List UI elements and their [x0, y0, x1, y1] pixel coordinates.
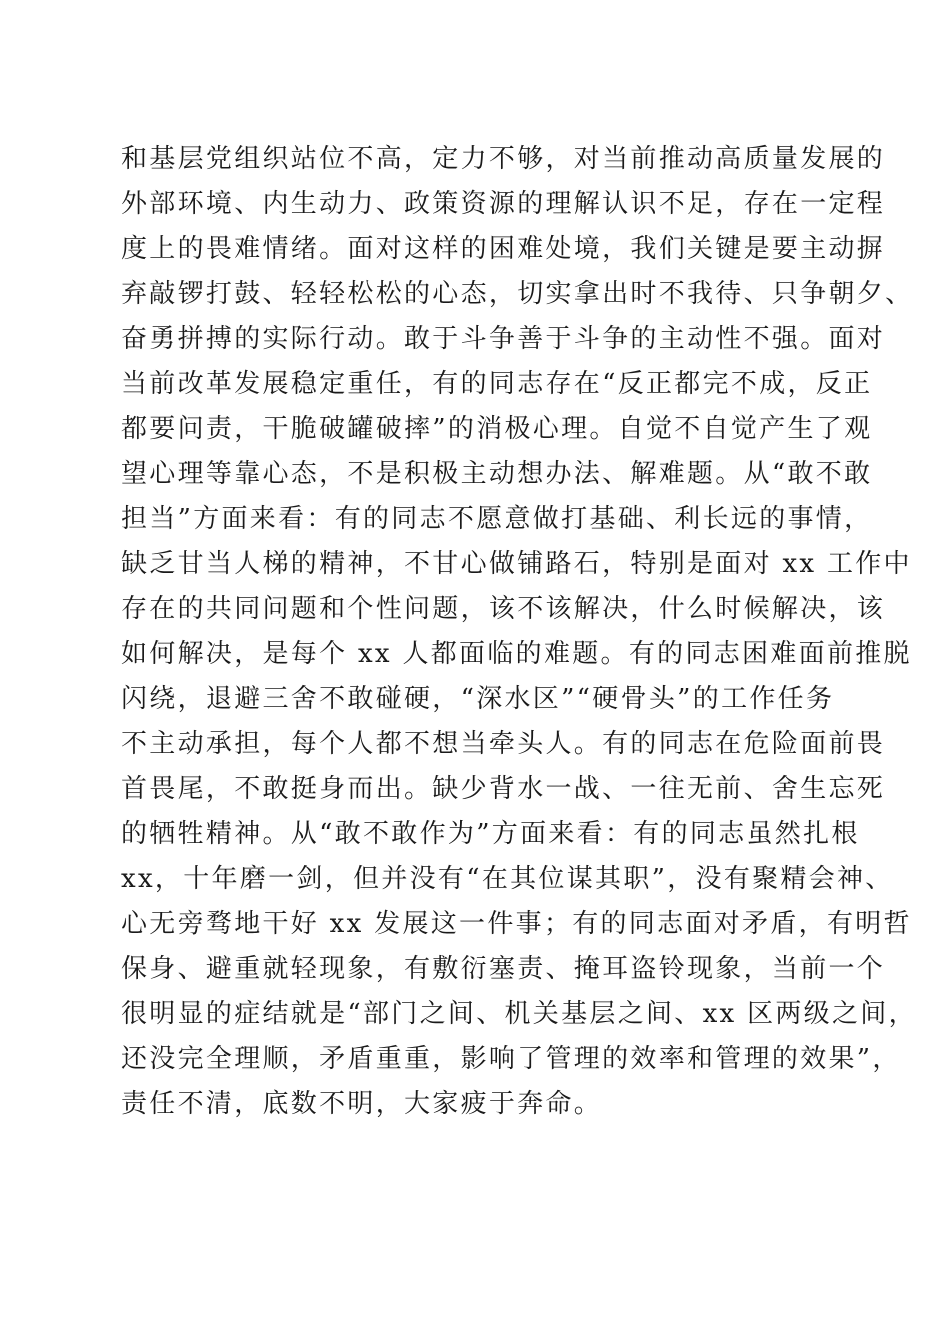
text-line: 还没完全理顺，矛盾重重，影响了管理的效率和管理的效果”， — [121, 1044, 901, 1074]
text-line: 很明显的症结就是“部门之间、机关基层之间、xx 区两级之间， — [121, 999, 917, 1029]
text-line: xx，十年磨一剑，但并没有“在其位谋其职”，没有聚精会神、 — [121, 864, 894, 894]
text-line: 闪绕，退避三舍不敢碰硬，“深水区”“硬骨头”的工作任务 — [121, 684, 835, 714]
text-line: 弃敲锣打鼓、轻轻松松的心态，切实拿出时不我待、只争朝夕、 — [121, 279, 914, 309]
text-line: 当前改革发展稳定重任，有的同志存在“反正都完不成，反正 — [121, 369, 873, 399]
text-line: 不主动承担，每个人都不想当牵头人。有的同志在危险面前畏 — [121, 729, 886, 759]
text-line: 如何解决，是每个 xx 人都面临的难题。有的同志困难面前推脱 — [121, 639, 912, 669]
text-line: 都要问责，干脆破罐破摔”的消极心理。自觉不自觉产生了观 — [121, 414, 873, 444]
text-line: 缺乏甘当人梯的精神，不甘心做铺路石，特别是面对 xx 工作中 — [121, 549, 912, 579]
text-line: 的牺牲精神。从“敢不敢作为”方面来看：有的同志虽然扎根 — [121, 819, 860, 849]
text-line: 度上的畏难情绪。面对这样的困难处境，我们关键是要主动摒 — [121, 234, 886, 264]
text-line: 奋勇拼搏的实际行动。敢于斗争善于斗争的主动性不强。面对 — [121, 324, 886, 354]
text-line: 责任不清，底数不明，大家疲于奔命。 — [121, 1089, 603, 1119]
text-line: 外部环境、内生动力、政策资源的理解认识不足，存在一定程 — [121, 189, 886, 219]
text-line: 担当”方面来看：有的同志不愿意做打基础、利长远的事情， — [121, 504, 873, 534]
text-line: 存在的共同问题和个性问题，该不该解决，什么时候解决，该 — [121, 594, 886, 624]
text-line: 保身、避重就轻现象，有敷衍塞责、掩耳盗铃现象，当前一个 — [121, 954, 886, 984]
text-line: 心无旁骛地干好 xx 发展这一件事；有的同志面对矛盾，有明哲 — [121, 909, 912, 939]
text-line: 望心理等靠心态，不是积极主动想办法、解难题。从“敢不敢 — [121, 459, 873, 489]
text-line: 和基层党组织站位不高，定力不够，对当前推动高质量发展的 — [121, 144, 886, 174]
text-line: 首畏尾，不敢挺身而出。缺少背水一战、一往无前、舍生忘死 — [121, 774, 886, 804]
